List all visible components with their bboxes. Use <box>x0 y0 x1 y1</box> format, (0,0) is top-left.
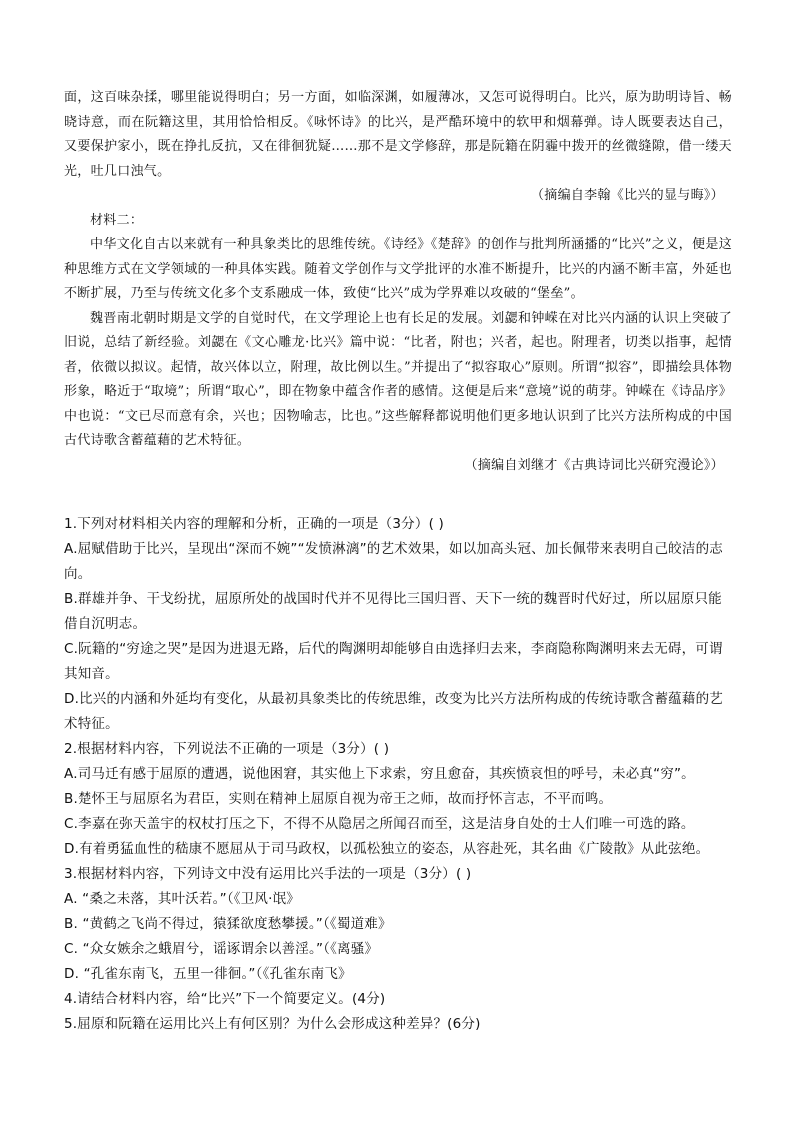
question-3-option-c: C. “众女嫉余之蛾眉兮，谣诼谓余以善淫。”（《离骚》 <box>64 941 379 957</box>
material-two-label: 材料二： <box>90 212 144 228</box>
question-2-option-c: C.李嘉在弥天盖宇的权杖打压之下，不得不从隐居之所闻召而至，这是洁身自处的士人们唯一可选的路。 <box>64 816 695 832</box>
reading-materials <box>64 86 732 478</box>
material-two-source: （摘编自刘继才《古典诗词比兴研究漫论》） <box>464 457 724 473</box>
material-one-source: （摘编自李翰《比兴的显与晦》） <box>530 188 724 203</box>
question-3-stem: 3.根据材料内容，下列诗文中没有运用比兴手法的一项是（3分）( ) <box>64 866 472 882</box>
material-two-paragraph-1: 中华文化自古以来就有一种具象类比的思维传统。《诗经》《楚辞》的创作与批判所涵播的“比兴”之义，便是这种思维方式在文学领域的一种具体实践。随着文学创作与文学批评的水准不断提升，比兴的内涵不断丰富，外延也不断扩展，乃至与传统文化多个支系融成一体，致使“比兴”成为学界难以攻破的“堡垒”。 <box>64 237 732 301</box>
question-2-option-a: A.司马迁有感于屈原的遭遇，说他困窘，其实他上下求索，穷且愈奋，其疾愤哀怛的呼号，未必真“穷”。 <box>64 766 695 782</box>
question-section <box>64 512 730 1037</box>
question-2-option-d: D.有着勇猛血性的嵇康不愿屈从于司马政权，以孤松独立的姿态，从容赴死，其名曲《广陵散》从此弦绝。 <box>64 841 710 857</box>
question-1-option-c: C.阮籍的“穷途之哭”是因为进退无路，后代的陶渊明却能够自由选择归去来，李商隐称陶渊明来去无碍，可谓其知音。 <box>64 641 723 682</box>
question-1-option-a: A.屈赋借助于比兴，呈现出“深而不婉”“发愤淋漓”的艺术效果，如以加高头冠、加长佩带来表明自己皎洁的志向。 <box>64 541 723 582</box>
question-1-option-b: B.群雄并争、干戈纷扰，屈原所处的战国时代并不见得比三国归晋、天下一统的魏晋时代好过，所以屈原只能借自沉明志。 <box>64 591 722 632</box>
question-4-stem: 4.请结合材料内容，给“比兴”下一个简要定义。(4分) <box>64 991 386 1007</box>
material-one-tail: 面，这百味杂揉，哪里能说得明白；另一方面，如临深渊，如履薄冰，又怎可说得明白。比兴，原为助明诗旨、畅晓诗意，而在阮籍这里，其用恰恰相反。《咏怀诗》的比兴，是严酷环境中的软甲和烟幕弹。诗人既要表达自己，又要保护家小，既在挣扎反抗，又在徘徊犹疑……那不是文学修辞，那是阮籍在阴霾中拨开的丝微缝隙，借一缕天光，吐几口浊气。 <box>64 90 732 179</box>
question-2-stem: 2.根据材料内容，下列说法不正确的一项是（3分）( ) <box>64 741 390 757</box>
question-5-stem: 5.屈原和阮籍在运用比兴上有何区别？为什么会形成这种差异？(6分) <box>64 1016 481 1032</box>
question-3-option-b: B. “黄鹤之飞尚不得过，猿猱欲度愁攀援。”（《蜀道难》 <box>64 916 392 932</box>
question-3-option-a: A. “桑之未落，其叶沃若。”（《卫风·氓》 <box>64 891 301 907</box>
question-2-option-b: B.楚怀王与屈原名为君臣，实则在精神上屈原自视为帝王之师，故而抒怀言志，不平而鸣。 <box>64 791 613 807</box>
question-1-stem: 1.下列对材料相关内容的理解和分析，正确的一项是（3分）( ) <box>64 516 444 532</box>
material-two-paragraph-2: 魏晋南北朝时期是文学的自觉时代，在文学理论上也有长足的发展。刘勰和钟嵘在对比兴内涵的认识上突破了旧说，总结了新经验。刘勰在《文心雕龙·比兴》篇中说：“比者，附也；兴者，起也。附理者，切类以指事，起情者，依微以拟议。起情，故兴体以立，附理，故比例以生。”并提出了“拟容取心”原则。所谓“拟容”，即描绘具体物形象，略近于“取境”；所谓“取心”，即在物象中蕴含作者的感情。这便是后来“意境”说的萌芽。钟嵘在《诗品序》中也说：“文已尽而意有余，兴也；因物喻志，比也。”这些解释都说明他们更多地认识到了比兴方法所构成的中国古代诗歌含蓄蕴藉的艺术特征。 <box>64 310 732 448</box>
question-3-option-d: D. “孔雀东南飞，五里一徘徊。”（《孔雀东南飞》 <box>64 966 352 982</box>
question-1-option-d: D.比兴的内涵和外延均有变化，从最初具象类比的传统思维，改变为比兴方法所构成的传统诗歌含蓄蕴藉的艺术特征。 <box>64 691 723 732</box>
